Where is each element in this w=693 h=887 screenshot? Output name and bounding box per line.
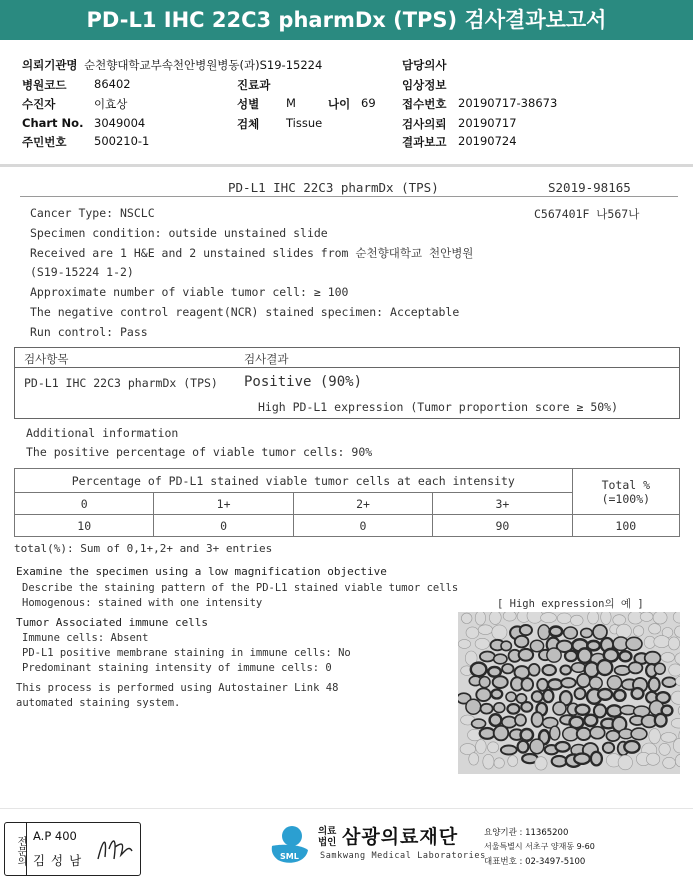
cell-outline [616,624,631,638]
test-name-stamp: PD-L1 IHC 22C3 pharmDx (TPS) [228,180,439,195]
immune-title: Tumor Associated immune cells [16,616,209,629]
cell-outline [661,652,674,662]
chart-no-label: Chart No. [22,116,84,130]
intensity-value: 0 [293,515,432,537]
cell-outline [521,702,532,712]
result-item: PD-L1 IHC 22C3 pharmDx (TPS) [24,376,218,390]
cell-outline [472,719,486,728]
cell-outline [590,727,605,739]
cell-outline [489,612,501,624]
cell-outline [469,753,479,765]
cell-outline [515,714,526,725]
cell-outline [494,758,504,768]
cell-outline [606,731,619,741]
result-col-item-header: 검사항목 [24,352,69,366]
intensity-value: 10 [15,515,154,537]
cell-outline [588,612,599,624]
cell-outline [556,742,570,752]
cell-outline [598,689,612,700]
cell-outline [488,742,499,753]
sign-label: 전문의 [5,823,27,875]
total-note: total(%): Sum of 0,1+,2+ and 3+ entries [14,542,273,555]
immune-line: Predominant staining intensity of immune cells: 0 [22,662,332,674]
cell-outline [501,746,517,755]
cell-outline [520,625,532,635]
cell-outline [624,741,639,753]
report-date-label: 결과보고 [402,135,447,149]
cell-outline [576,705,590,715]
report-line: The negative control reagent(NCR) stained specimen: Acceptable [30,305,460,319]
specimen-value: Tissue [286,116,323,130]
cell-outline [570,717,584,729]
intensity-category: 2+ [293,493,432,515]
cell-outline [633,626,643,637]
cell-outline [626,637,642,650]
cell-outline [522,678,534,691]
cell-outline [552,756,567,767]
cell-outline [560,666,571,675]
cell-outline [494,703,505,713]
cell-outline [480,728,495,739]
cell-outline [613,615,626,625]
cell-outline [645,652,661,665]
cell-outline [471,663,487,677]
additional-info-line: The positive percentage of viable tumor cells: 90% [26,445,373,459]
cell-outline [561,678,576,687]
cell-outline [557,613,571,624]
process-line: This process is performed using Autostainer Link 48 [16,682,339,694]
cell-outline [649,678,660,692]
pathologist-signature [95,829,135,869]
cell-outline [461,613,472,623]
cell-outline [618,755,632,770]
cell-outline [550,726,560,740]
org-contact-line: 서울특별시 서초구 양재동 9-60 [484,842,595,851]
exam-line: Homogenous: stained with one intensity [22,597,263,609]
receipt-no-label: 접수번호 [402,97,447,111]
cell-outline [571,615,584,625]
cell-outline [565,651,577,661]
cell-outline [577,674,590,687]
report-title-banner: PD-L1 IHC 22C3 pharmDx (TPS) 검사결과보고서 [0,0,693,40]
cell-outline [601,612,611,625]
sex-label: 성별 [237,97,260,111]
cell-outline [530,739,544,754]
cell-outline [488,667,501,677]
cell-outline [631,728,647,740]
receipt-no-value: 20190717-38673 [458,96,558,110]
cell-outline [491,690,502,699]
report-date-value: 20190724 [458,134,517,148]
cell-outline [535,757,547,770]
report-line: Cancer Type: NSCLC [30,206,155,220]
cell-outline [654,663,665,674]
cell-outline [597,660,612,675]
immune-line: PD-L1 positive membrane staining in immune cells: No [22,647,351,659]
sign-line-1: A.P 400 [33,829,77,843]
stained-tumor-cells-image [458,612,680,774]
result-col-result-header: 검사결과 [244,352,289,366]
cell-outline [649,729,661,744]
cell-outline [668,637,679,650]
intensity-table-header: Percentage of PD-L1 stained viable tumor cells at each intensity [15,469,573,493]
cell-outline [578,648,592,662]
org-prefix: 의료 법인 [318,826,337,848]
exam-line: Describe the staining pattern of the PD-L1 stained viable tumor cells [22,582,459,594]
cell-outline [538,625,550,640]
cell-outline [581,628,593,637]
cell-outline [662,677,676,687]
cell-outline [466,627,479,639]
org-contact-line: 요양기관 : 11365200 [484,828,569,838]
cell-outline [603,743,614,753]
institution-value: 순천향대학교부속천안병원병동(과)S19-15224 [84,58,323,72]
org-name: 삼광의료재단 [342,826,459,848]
resident-no-value: 500210-1 [94,134,150,148]
cell-outline [615,666,630,675]
cell-outline [575,688,586,699]
cell-outline [649,624,661,634]
cell-outline [492,625,507,640]
cell-outline [475,638,489,649]
cell-outline [629,662,643,673]
cell-outline [632,688,644,699]
request-date-label: 검사의뢰 [402,117,447,131]
hospital-code-value: 86402 [94,77,131,91]
resident-no-label: 주민번호 [22,135,67,149]
intensity-category: 0 [15,493,154,515]
pathologist-name: 김 성 남 [33,853,83,868]
cell-outline [481,704,493,714]
cell-outline [501,641,511,650]
cell-outline [508,756,518,767]
total-header: Total % (=100%) [572,469,679,515]
cell-outline [607,676,621,690]
accession-number: S2019-98165 [548,180,631,195]
cell-outline [493,676,508,688]
report-line: Specimen condition: outside unstained slide [30,226,328,240]
cell-outline [515,636,529,648]
cell-outline [584,715,597,726]
intensity-table [14,468,680,537]
cell-outline [476,740,487,754]
cell-outline [532,712,543,727]
cell-outline [458,639,470,648]
cell-outline [593,625,607,639]
cell-outline [659,743,670,755]
cell-outline [591,752,602,766]
org-english-name: Samkwang Medical Laboratories [320,851,486,861]
cell-outline [564,627,578,639]
cell-outline [550,627,563,637]
sex-value: M [286,96,296,110]
specimen-label: 검체 [237,117,260,131]
cell-outline [653,612,667,624]
cell-outline [663,757,676,768]
cell-outline [541,613,557,623]
age-label: 나이 [328,97,351,111]
institution-label: 의뢰기관명 [22,58,78,72]
report-line: Received are 1 H&E and 2 unstained slides from 순천향대학교 천안병원 [30,246,474,260]
sml-logo-icon [270,822,310,866]
age-value: 69 [361,96,376,110]
intensity-total: 100 [572,515,679,537]
cell-outline [518,741,529,753]
pathologist-sign-box [4,822,141,876]
patient-label: 수진자 [22,97,56,111]
cell-outline [655,714,667,727]
org-contact-line: 대표번호 : 02-3497-5100 [484,857,586,867]
cell-outline [494,726,509,741]
cell-outline [619,651,631,661]
cell-outline [646,753,659,765]
result-expression: High PD-L1 expression (Tumor proportion score ≥ 50%) [258,400,619,414]
request-date-value: 20190717 [458,116,517,130]
doctor-label: 담당의사 [402,58,447,72]
histology-example-image [458,612,680,774]
cell-outline [640,612,653,621]
slide-code: C567401F 나567나 [534,207,640,221]
cell-outline [654,636,670,648]
result-positive: Positive (90%) [244,374,363,390]
intensity-category: 3+ [433,493,572,515]
cell-outline [547,648,561,662]
report-line: Approximate number of viable tumor cell: ≥ 100 [30,285,349,299]
cell-outline [572,663,586,673]
cell-outline [475,612,485,625]
cell-outline [521,729,533,741]
stamp-underline [20,196,678,197]
cell-outline [590,677,603,689]
report-line: Run control: Pass [30,325,148,339]
cell-outline [529,664,540,676]
cell-outline [574,754,590,764]
cell-outline [519,649,533,661]
cell-outline [483,754,494,769]
cell-outline [532,691,543,702]
intensity-value: 90 [433,515,572,537]
cell-outline [476,688,490,701]
additional-info-title: Additional information [26,426,179,440]
exam-title: Examine the specimen using a low magnification objective [16,565,387,578]
cell-outline [494,654,507,664]
cell-outline [506,692,516,701]
cell-outline [502,664,513,673]
cell-outline [466,699,481,714]
cell-outline [669,664,680,676]
cell-outline [543,690,553,702]
clinical-info-label: 임상정보 [402,78,447,92]
cell-outline [478,625,492,635]
cell-outline [553,702,566,715]
intensity-category: 1+ [154,493,293,515]
cell-outline [490,714,502,726]
cell-outline [607,705,621,716]
cell-outline [661,733,676,743]
cell-outline [577,728,591,740]
cell-outline [614,690,625,701]
cell-outline [507,704,519,714]
patient-value: 이효상 [94,97,128,111]
dept-label: 진료과 [237,78,271,92]
header-divider [0,164,693,167]
intensity-value: 0 [154,515,293,537]
cell-outline [479,677,490,688]
immune-line: Immune cells: Absent [22,632,149,644]
hospital-code-label: 병원코드 [22,78,67,92]
cell-outline [543,665,556,675]
cell-outline [537,679,548,691]
report-line: (S19-15224 1-2) [30,265,134,279]
chart-no-value: 3049004 [94,116,146,130]
cell-outline [503,612,516,621]
cell-outline [480,652,495,662]
result-box-divider [14,367,680,368]
process-line: automated staining system. [16,697,181,709]
logo-text: SML [280,852,299,861]
cell-outline [548,679,562,689]
image-caption: [ High expression의 예 ] [497,598,644,610]
